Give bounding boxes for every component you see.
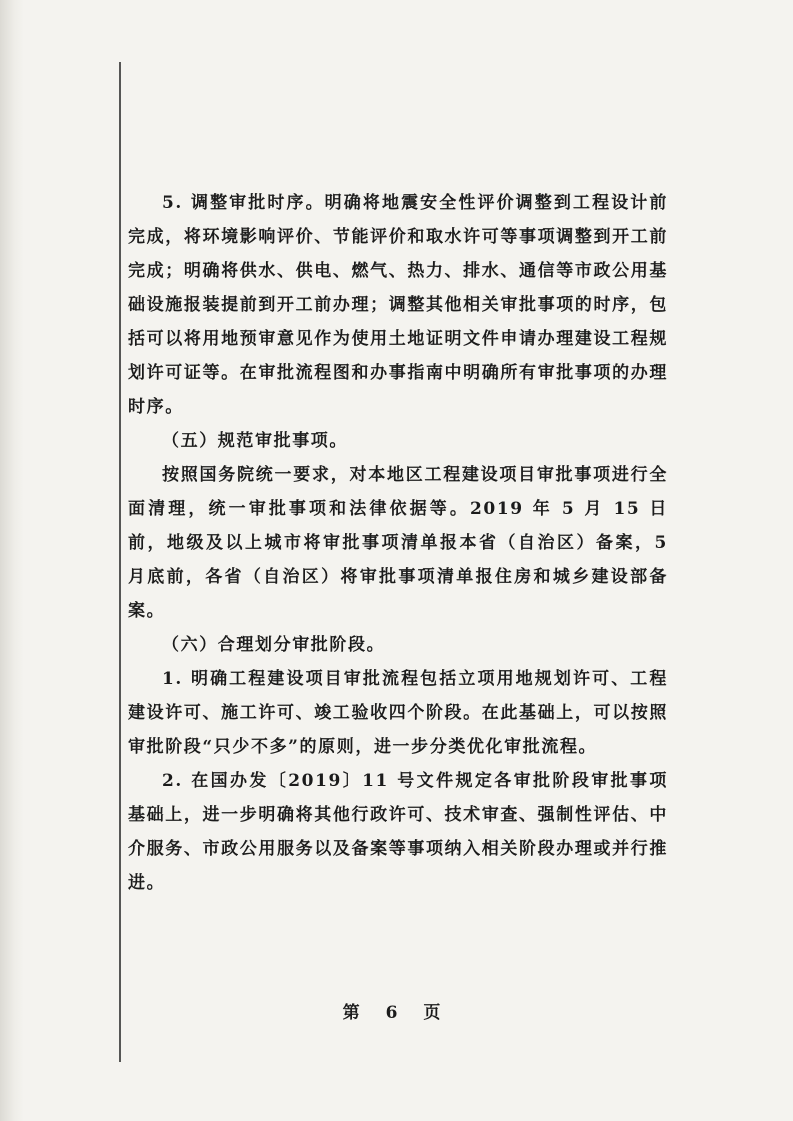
section-heading-divide-approval-stages: （六）合理划分审批阶段。 (162, 635, 386, 655)
document-body (128, 186, 668, 900)
paragraph-four-approval-stages: 1. 明确工程建设项目审批流程包括立项用地规划许可、工程建设许可、施工许可、竣工验收四个阶段。在此基础上，可以按照审批阶段“只少不多”的原则，进一步分类优化审批流程。 (128, 669, 668, 757)
paragraph-approval-items-cleanup: 按照国务院统一要求，对本地区工程建设项目审批事项进行全面清理，统一审批事项和法律依据等。2019 年 5 月 15 日前，地级及以上城市将审批事项清单报本省（自治区）备案，5 月底前，各省（自治区）将审批事项清单报住房和城乡建设部备案。 (128, 465, 668, 621)
scan-edge-shadow (0, 0, 24, 1121)
section-heading-standardize-approval-items: （五）规范审批事项。 (162, 431, 348, 451)
paragraph-adjust-approval-sequence: 5. 调整审批时序。明确将地震安全性评价调整到工程设计前完成，将环境影响评价、节能评价和取水许可等事项调整到开工前完成；明确将供水、供电、燃气、热力、排水、通信等市政公用基础设施报装提前到开工前办理；调整其他相关审批事项的时序，包括可以将用地预审意见作为使用土地证明文件申请办理建设工程规划许可证等。在审批流程图和办事指南中明确所有审批事项的办理时序。 (128, 193, 668, 417)
page-number: 第 6 页 (342, 1003, 451, 1023)
paragraph-other-items-into-stages: 2. 在国办发〔2019〕11 号文件规定各审批阶段审批事项基础上，进一步明确将其他行政许可、技术审查、强制性评估、中介服务、市政公用服务以及备案等事项纳入相关阶段办理或并行推进。 (128, 771, 668, 893)
binding-margin-line (119, 62, 121, 1062)
